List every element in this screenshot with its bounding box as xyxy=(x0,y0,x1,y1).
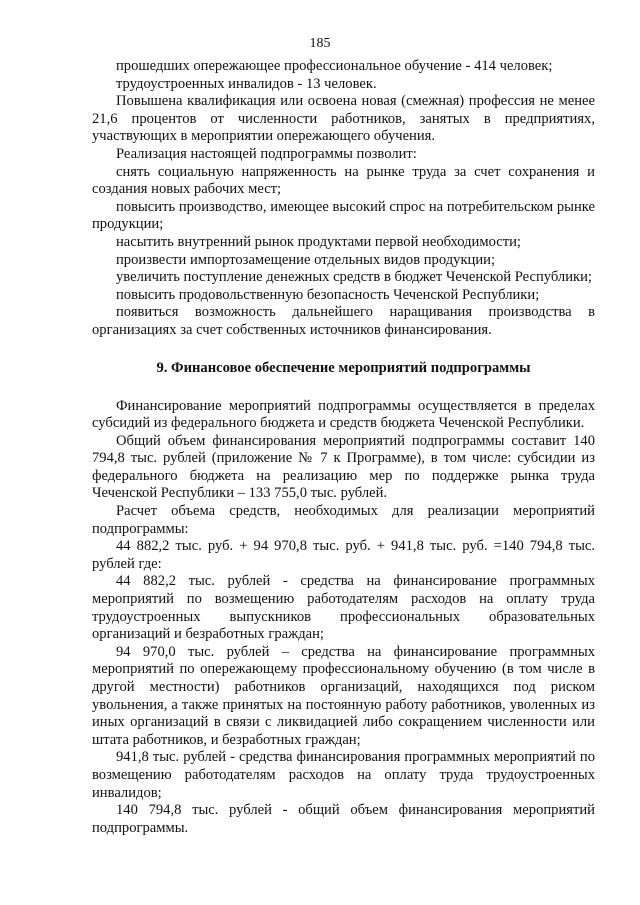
paragraph: Общий объем финансирования мероприятий подпрограммы составит 140 794,8 тыс. рублей (приложение № 7 к Программе), в том числе: субсидии из федерального бюджета на реализацию мер по поддержке рынка труда Чеченской Республики – 133 755,0 тыс. рублей. xyxy=(92,432,595,502)
paragraph: 94 970,0 тыс. рублей – средства на финансирование программных мероприятий по опережающему профессиональному обучению (в том числе в другой местности) работников организаций, находящихся под риском увольнения, а также принятых на постоянную работу работников, уволенных из иных организаций в связи с ликвидацией либо сокращением численности или штата работников, и безработных граждан; xyxy=(92,643,595,748)
page-number: 185 xyxy=(309,36,331,51)
paragraph: Расчет объема средств, необходимых для реализации мероприятий подпрограммы: xyxy=(92,503,595,537)
paragraph: 140 794,8 тыс. рублей - общий объем финансирования мероприятий подпрограммы. xyxy=(92,802,595,836)
document-body xyxy=(92,58,595,837)
paragraph: произвести импортозамещение отдельных видов продукции; xyxy=(116,251,496,268)
paragraph: повысить продовольственную безопасность Чеченской Республики; xyxy=(116,286,540,303)
paragraph: Повышена квалификация или освоена новая (смежная) профессия не менее 21,6 процентов от численности работников, занятых в предприятиях, участвующих в мероприятии опережающего обучения. xyxy=(92,93,595,145)
paragraph: насытить внутренний рынок продуктами первой необходимости; xyxy=(116,233,521,250)
paragraph: повысить производство, имеющее высокий спрос на потребительском рынке продукции; xyxy=(92,198,595,233)
paragraph: снять социальную напряженность на рынке труда за счет сохранения и создания новых рабочих мест; xyxy=(92,163,595,198)
paragraph: 44 882,2 тыс. рублей - средства на финансирование программных мероприятий по возмещению работодателям расходов на оплату труда трудоустроенных выпускников профессиональных образовательных организаций и безработных граждан; xyxy=(92,573,595,643)
section-heading: 9. Финансовое обеспечение мероприятий подпрограммы xyxy=(156,359,531,376)
paragraph: 44 882,2 тыс. руб. + 94 970,8 тыс. руб. + 941,8 тыс. руб. =140 794,8 тыс. рублей где: xyxy=(92,538,595,572)
paragraph: увеличить поступление денежных средств в бюджет Чеченской Республики; xyxy=(116,269,592,286)
paragraph: 941,8 тыс. рублей - средства финансирования программных мероприятий по возмещению работодателям расходов на оплату труда трудоустроенных инвалидов; xyxy=(92,749,595,801)
paragraph: Финансирование мероприятий подпрограммы осуществляется в пределах субсидий из федерального бюджета и средств бюджета Чеченской Республики. xyxy=(92,397,595,432)
paragraph: прошедших опережающее профессиональное обучение - 414 человек; xyxy=(116,58,553,74)
paragraph: трудоустроенных инвалидов - 13 человек. xyxy=(116,75,377,92)
paragraph: появиться возможность дальнейшего наращивания производства в организациях за счет собственных источников финансирования. xyxy=(92,304,595,338)
paragraph: Реализация настоящей подпрограммы позволит: xyxy=(116,145,417,162)
